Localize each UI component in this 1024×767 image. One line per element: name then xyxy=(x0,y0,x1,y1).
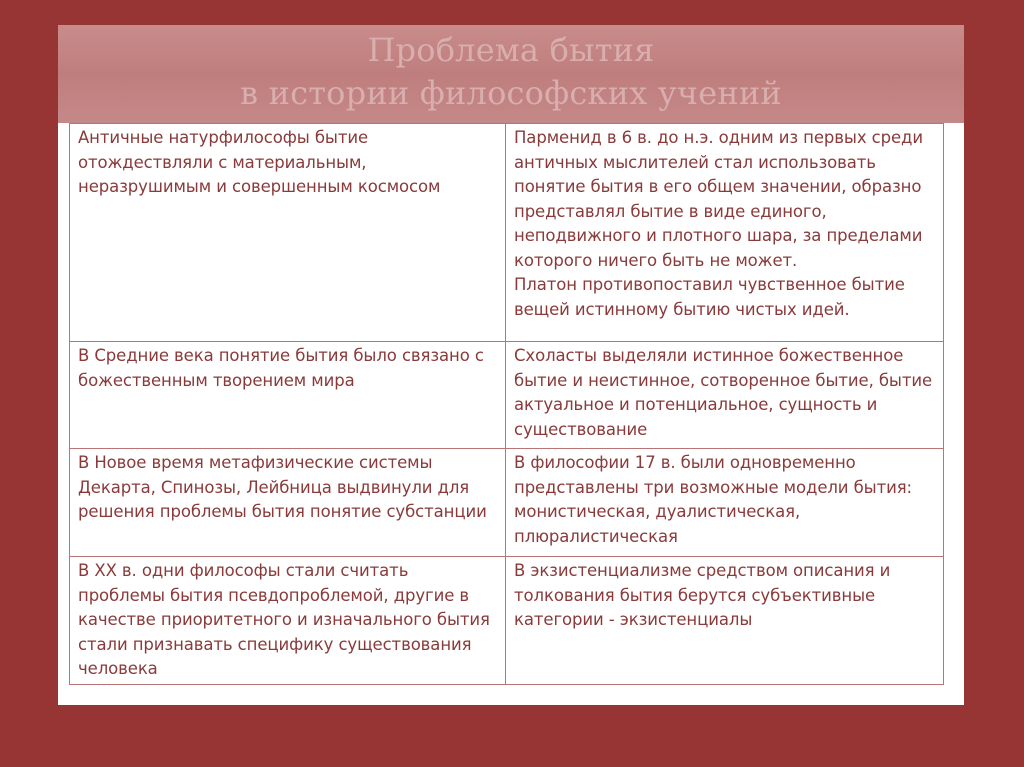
table-row xyxy=(70,449,944,557)
cell-left xyxy=(70,124,506,342)
cell-text: В XX в. одни философы стали считать проблемы бытия псевдопроблемой, другие в качестве приоритетного и изначального бытия стали признавать специфику существования человека xyxy=(78,561,490,678)
title-line-1: Проблема бытия xyxy=(367,31,655,69)
title-line-2: в истории философских учений xyxy=(240,74,782,112)
cell-text: В Новое время метафизические системы Декарта, Спинозы, Лейбница выдвинули для решения проблемы бытия понятие субстанции xyxy=(78,453,487,521)
cell-text: Античные натурфилософы бытие отождествляли с материальным, неразрушимым и совершенным космосом xyxy=(78,128,441,196)
cell-paragraph: Парменид в 6 в. до н.э. одним из первых среди античных мыслителей стал использовать понятие бытия в его общем значении, образно представлял бытие в виде единого, неподвижного и плотного шара, за пределами которого ничего быть не может. xyxy=(514,128,923,270)
cell-left xyxy=(70,449,506,557)
cell-paragraph: Схоласты выделяли истинное божественное бытие и неистинное, сотворенное бытие, бытие актуальное и потенциальное, сущность и существование xyxy=(514,346,933,439)
slide xyxy=(58,25,964,705)
cell-left xyxy=(70,557,506,685)
cell-right xyxy=(506,124,944,342)
cell-right xyxy=(506,557,944,685)
table-row xyxy=(70,557,944,685)
comparison-table xyxy=(69,123,944,685)
cell-text: В Средние века понятие бытия было связано с божественным творением мира xyxy=(78,346,484,390)
table-row xyxy=(70,342,944,449)
cell-left xyxy=(70,342,506,449)
cell-right xyxy=(506,342,944,449)
cell-paragraph: В экзистенциализме средством описания и толкования бытия берутся субъективные категории - экзистенциалы xyxy=(514,561,891,629)
cell-paragraph: Платон противопоставил чувственное бытие вещей истинному бытию чистых идей. xyxy=(514,275,905,319)
cell-paragraph: В философии 17 в. были одновременно представлены три возможные модели бытия: монистическая, дуалистическая, плюралистическая xyxy=(514,453,913,546)
table-row xyxy=(70,124,944,342)
slide-title xyxy=(58,25,964,123)
cell-right xyxy=(506,449,944,557)
